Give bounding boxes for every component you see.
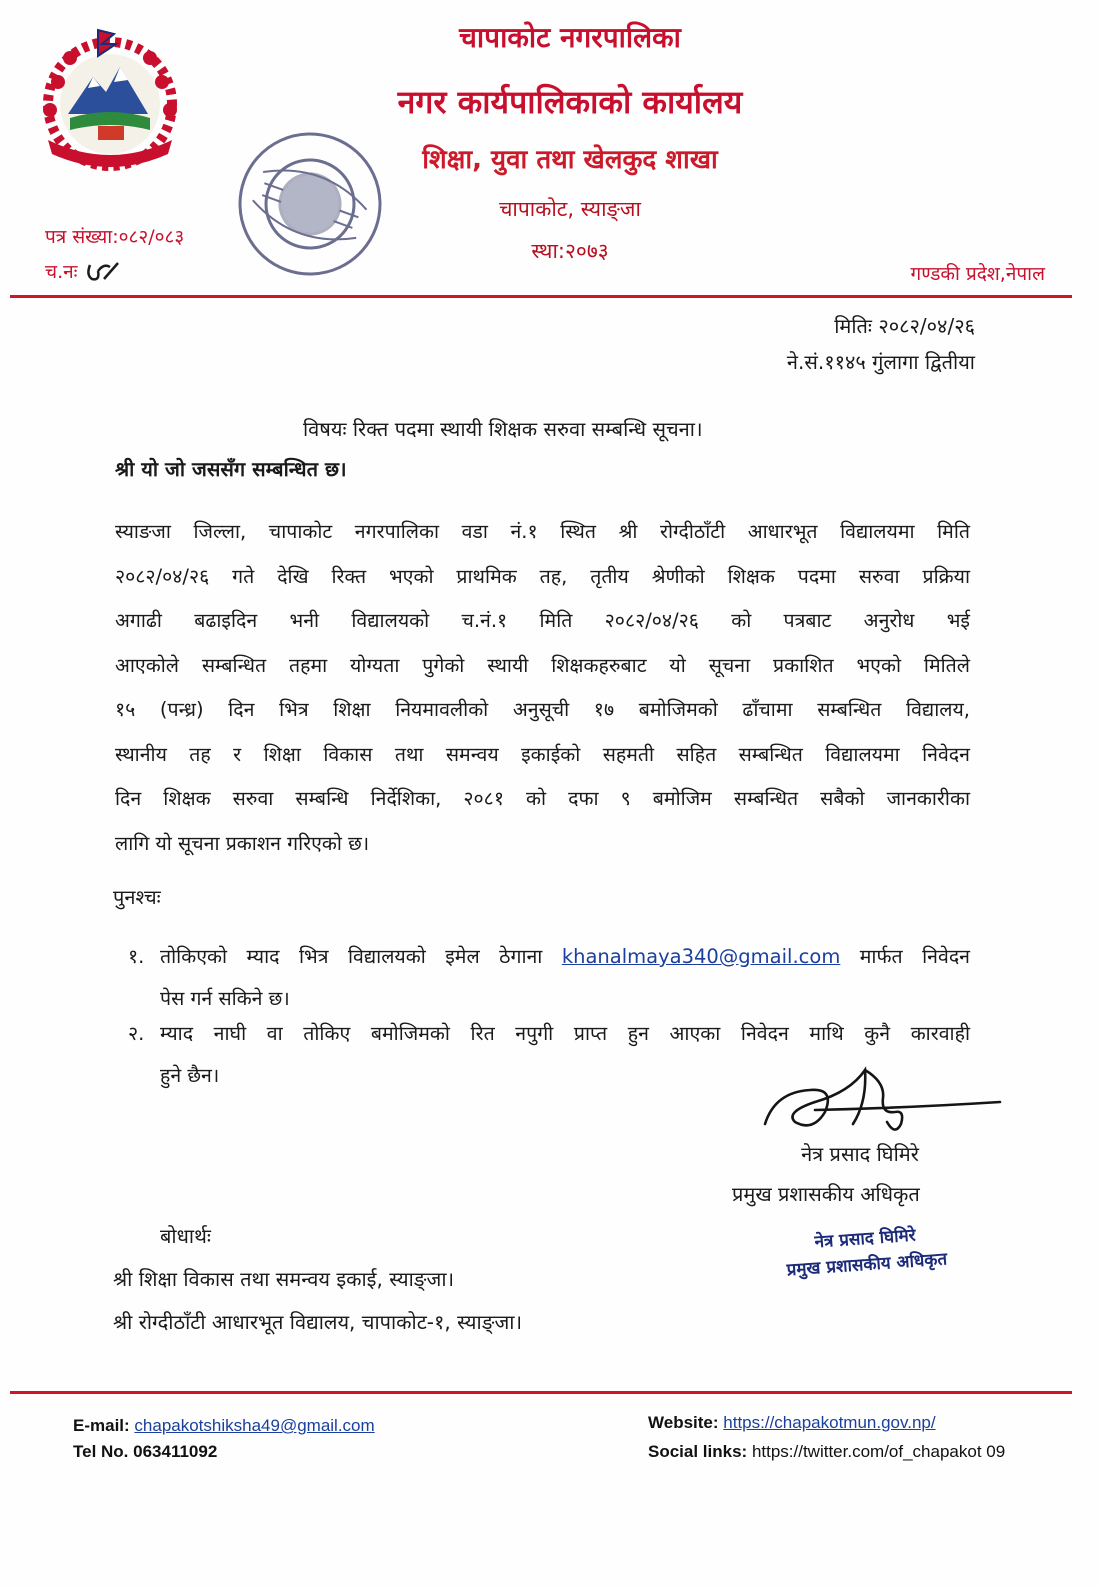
note-1-line-1 — [128, 936, 970, 978]
footer-social — [648, 1442, 1005, 1462]
postscript-label: पुनश्चः — [113, 885, 161, 909]
established-year: स्था:२०७३ — [531, 239, 609, 263]
letter-number: पत्र संख्या:०८२/०८३ — [45, 226, 185, 248]
municipality-name: चापाकोट नगरपालिका — [459, 21, 681, 54]
branch-name: शिक्षा, युवा तथा खेलकुद शाखा — [422, 145, 718, 175]
footer-website-label: Website: — [648, 1413, 724, 1432]
note-2-line-2: हुने छैन। — [160, 1064, 220, 1087]
note-2-line-1 — [128, 1013, 970, 1055]
footer-website — [648, 1413, 936, 1433]
letter-subject: विषयः रिक्त पदमा स्थायी शिक्षक सरुवा सम्बन्धि सूचना। — [303, 417, 703, 441]
footer-email-label: E-mail: — [73, 1416, 135, 1435]
footer-email — [73, 1416, 375, 1436]
body-paragraph — [115, 510, 970, 866]
cc-item: श्री शिक्षा विकास तथा समन्वय इकाई, स्याङ्जा। — [113, 1267, 455, 1291]
signatory-seal — [758, 1219, 973, 1286]
body-line: लागि यो सूचना प्रकाशन गरिएको छ। — [115, 831, 370, 855]
dispatch-number-scribble-icon — [84, 261, 124, 285]
office-stamp-icon — [230, 120, 390, 288]
footer-email-link[interactable]: chapakotshiksha49@gmail.com — [134, 1416, 375, 1435]
body-line: अगाढी बढाइदिन भनी विद्यालयको च.नं.१ मिति २०८२/०४/२६ को पत्रबाट अनुरोध भई — [115, 609, 970, 632]
dispatch-number-line — [45, 258, 124, 285]
footer-social-link[interactable]: https://twitter.com/of_chapakot 09 — [751, 1442, 1006, 1461]
nepal-emblem-icon — [28, 22, 193, 180]
nepal-sambat-date: ने.सं.११४५ गुंलागा द्वितीया — [786, 350, 975, 374]
dispatch-number-label: च.नः — [45, 261, 78, 283]
body-line: आएकोले सम्बन्धित तहमा योग्यता पुगेको स्थायी शिक्षकहरुबाट यो सूचना प्रकाशित भएको मितिले — [115, 653, 970, 677]
signer-name: नेत्र प्रसाद घिमिरे — [801, 1142, 919, 1166]
body-line: दिन शिक्षक सरुवा सम्बन्धि निर्देशिका, २०८१ को दफा ९ बमोजिम सम्बन्धित सबैको जानकारीका — [115, 787, 970, 810]
seal-name: नेत्र प्रसाद घिमिरे — [813, 1225, 917, 1253]
body-line: स्थानीय तह र शिक्षा विकास तथा समन्वय इकाईको सहमती सहित सम्बन्धित विद्यालयमा निवेदन — [115, 742, 970, 766]
cc-item: श्री रोग्दीठाँटी आधारभूत विद्यालय, चापाकोट-१, स्याङ्जा। — [113, 1310, 523, 1334]
note-1-text-end: मार्फत निवेदन — [840, 945, 970, 968]
note-1-line-2: पेस गर्न सकिने छ। — [160, 987, 290, 1010]
header-divider — [10, 295, 1072, 298]
footer-divider — [10, 1391, 1072, 1394]
signer-title: प्रमुख प्रशासकीय अधिकृत — [732, 1182, 920, 1206]
note-1-number: १. — [128, 945, 145, 968]
seal-title: प्रमुख प्रशासकीय अधिकृत — [786, 1249, 948, 1281]
footer-telephone: Tel No. 063411092 — [73, 1442, 218, 1461]
body-line: स्याङजा जिल्ला, चापाकोट नगरपालिका वडा नं.१ स्थित श्री रोग्दीठाँटी आधारभूत विद्यालयमा मिति — [115, 520, 970, 543]
office-location: चापाकोट, स्याङ्जा — [499, 197, 641, 221]
postscript-note-1 — [128, 936, 970, 1020]
province-country: गण्डकी प्रदेश,नेपाल — [910, 263, 1045, 285]
handwritten-signature-icon — [755, 1062, 1005, 1142]
salutation: श्री यो जो जससँग सम्बन्धित छ। — [115, 457, 347, 481]
footer-social-label: Social links: — [648, 1442, 752, 1461]
note-2-text: म्याद नाघी वा तोकिए बमोजिमको रित नपुगी प्राप्त हुन आएका निवेदन माथि कुनै कारवाही — [160, 1022, 970, 1045]
body-line: १५ (पन्ध्र) दिन भित्र शिक्षा नियमावलीको अनुसूची १७ बमोजिमको ढाँचामा सम्बन्धित विद्यालय, — [115, 698, 970, 721]
body-line: २०८२/०४/२६ गते देखि रिक्त भएको प्राथमिक तह, तृतीय श्रेणीको शिक्षक पदमा सरुवा प्रक्रिया — [115, 564, 970, 588]
note-2-number: २. — [128, 1022, 145, 1045]
school-email-link[interactable]: khanalmaya340@gmail.com — [561, 945, 841, 968]
office-name: नगर कार्यपालिकाको कार्यालय — [397, 83, 743, 121]
note-1-text: तोकिएको म्याद भित्र विद्यालयको इमेल ठेगाना — [160, 945, 562, 968]
footer-website-link[interactable]: https://chapakotmun.gov.np/ — [723, 1413, 936, 1432]
cc-label: बोधार्थः — [160, 1224, 211, 1248]
letter-date: मितिः २०८२/०४/२६ — [834, 314, 975, 338]
